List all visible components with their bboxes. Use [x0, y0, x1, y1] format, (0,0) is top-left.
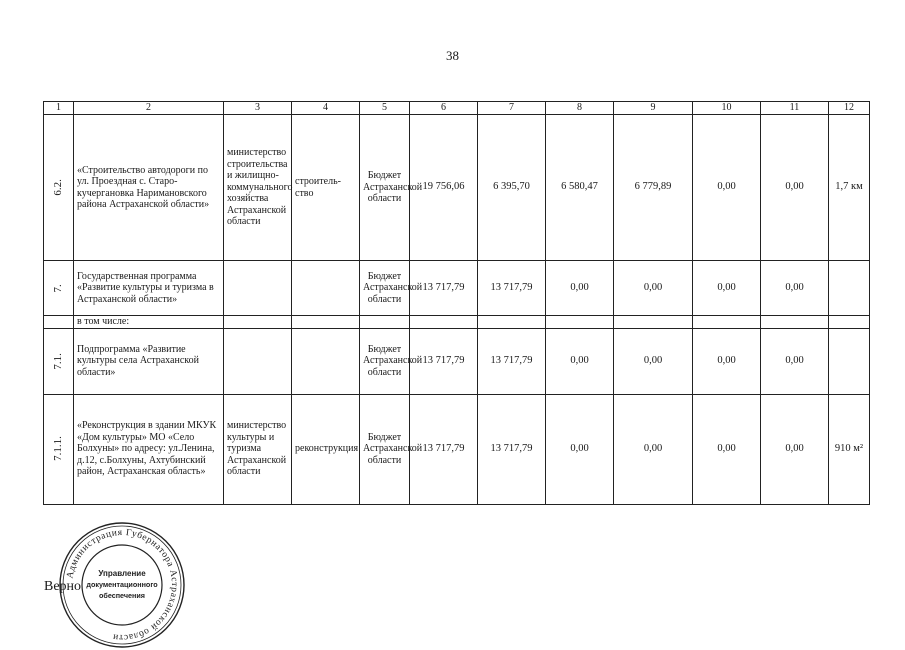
- row-value-cell: 0,00: [546, 328, 614, 394]
- row-name-cell: «Строительство автодороги по ул. Проездная с. Старо-кучергановка Наримановского района Астраханской области»: [74, 115, 224, 261]
- page-number: 38: [446, 48, 459, 63]
- row-number-cell: 7.1.1.: [44, 394, 74, 504]
- row-value-cell: [410, 316, 478, 329]
- certification-text: Верно: [44, 579, 82, 594]
- header-row: [44, 102, 870, 115]
- table-row: [44, 394, 870, 504]
- header-cell: 10: [693, 102, 761, 115]
- row-value-cell: 0,00: [546, 394, 614, 504]
- row-value-cell: 0,00: [761, 328, 829, 394]
- header-cell: 5: [360, 102, 410, 115]
- row-name-cell: «Реконструкция в здании МКУК «Дом культуры» МО «Село Болхуны» по адресу: ул.Ленина, д.12, с.Болхуны, Ахтубинский район, Астраханская область»: [74, 394, 224, 504]
- row-value-cell: [614, 316, 693, 329]
- row-executor-cell: министерство строительства и жилищно-коммунального хозяйства Астраханской области: [224, 115, 292, 261]
- row-type-cell: реконструкция: [292, 394, 360, 504]
- row-value-cell: 0,00: [693, 328, 761, 394]
- stamp-center-line: документационного: [86, 580, 158, 589]
- row-number-cell: 7.: [44, 261, 74, 316]
- row-number-cell: [44, 316, 74, 329]
- row-type-cell: [292, 328, 360, 394]
- row-type-cell: [292, 316, 360, 329]
- row-value-cell: 6 395,70: [478, 115, 546, 261]
- row-name-cell: Государственная программа «Развитие культуры и туризма в Астраханской области»: [74, 261, 224, 316]
- row-number-cell: 6.2.: [44, 115, 74, 261]
- row-name-cell: в том числе:: [74, 316, 224, 329]
- table-row: [44, 316, 870, 329]
- row-name-cell: Подпрограмма «Развитие культуры села Астраханской области»: [74, 328, 224, 394]
- official-stamp: [57, 520, 187, 650]
- row-value-cell: 13 717,79: [478, 394, 546, 504]
- row-unit-cell: [829, 261, 870, 316]
- row-executor-cell: министерство культуры и туризма Астраханской области: [224, 394, 292, 504]
- row-value-cell: 0,00: [693, 115, 761, 261]
- table-row: [44, 115, 870, 261]
- row-executor-cell: [224, 316, 292, 329]
- row-value-cell: [761, 316, 829, 329]
- row-executor-cell: [224, 261, 292, 316]
- row-source-cell: Бюджет Астраханской области: [360, 115, 410, 261]
- row-value-cell: [478, 316, 546, 329]
- row-unit-cell: 910 м²: [829, 394, 870, 504]
- row-value-cell: 19 756,06: [410, 115, 478, 261]
- row-value-cell: 6 779,89: [614, 115, 693, 261]
- row-source-cell: Бюджет Астраханской области: [360, 261, 410, 316]
- program-table: [43, 101, 870, 505]
- row-value-cell: 13 717,79: [410, 328, 478, 394]
- row-unit-cell: 1,7 км: [829, 115, 870, 261]
- row-source-cell: [360, 316, 410, 329]
- header-cell: 11: [761, 102, 829, 115]
- header-cell: 8: [546, 102, 614, 115]
- row-value-cell: 13 717,79: [410, 394, 478, 504]
- row-source-cell: Бюджет Астраханской области: [360, 394, 410, 504]
- row-value-cell: 0,00: [614, 261, 693, 316]
- table-row: [44, 261, 870, 316]
- row-unit-cell: [829, 316, 870, 329]
- row-number-cell: 7.1.: [44, 328, 74, 394]
- header-cell: 6: [410, 102, 478, 115]
- row-type-cell: строитель-ство: [292, 115, 360, 261]
- header-cell: 3: [224, 102, 292, 115]
- header-cell: 4: [292, 102, 360, 115]
- row-value-cell: 13 717,79: [478, 261, 546, 316]
- header-cell: 12: [829, 102, 870, 115]
- header-cell: 2: [74, 102, 224, 115]
- row-unit-cell: [829, 328, 870, 394]
- row-value-cell: 13 717,79: [410, 261, 478, 316]
- row-value-cell: 0,00: [761, 394, 829, 504]
- row-value-cell: 0,00: [693, 261, 761, 316]
- row-type-cell: [292, 261, 360, 316]
- header-cell: 7: [478, 102, 546, 115]
- row-value-cell: 0,00: [693, 394, 761, 504]
- row-value-cell: 0,00: [614, 328, 693, 394]
- table-row: [44, 328, 870, 394]
- row-value-cell: [546, 316, 614, 329]
- row-executor-cell: [224, 328, 292, 394]
- row-value-cell: [693, 316, 761, 329]
- row-value-cell: 6 580,47: [546, 115, 614, 261]
- row-value-cell: 0,00: [546, 261, 614, 316]
- header-cell: 1: [44, 102, 74, 115]
- stamp-ring-text: Администрация Губернатора Астраханской области: [65, 527, 180, 643]
- header-cell: 9: [614, 102, 693, 115]
- row-value-cell: 0,00: [614, 394, 693, 504]
- row-value-cell: 0,00: [761, 115, 829, 261]
- stamp-center-line: обеспечения: [98, 591, 146, 600]
- row-source-cell: Бюджет Астраханской области: [360, 328, 410, 394]
- row-value-cell: 0,00: [761, 261, 829, 316]
- row-value-cell: 13 717,79: [478, 328, 546, 394]
- stamp-center-line: Управление: [98, 569, 146, 578]
